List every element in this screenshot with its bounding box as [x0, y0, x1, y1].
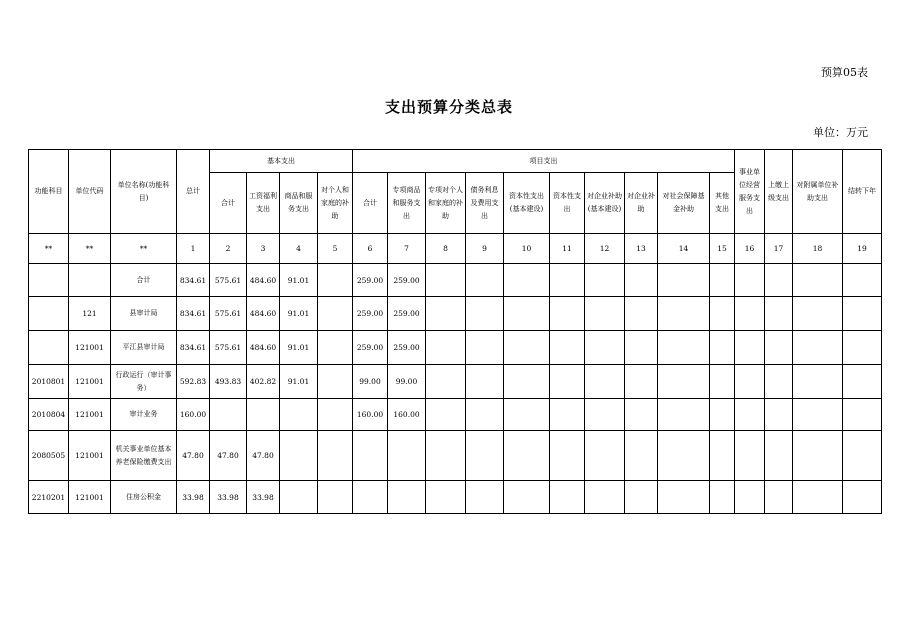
total-cell: 33.98	[177, 481, 210, 514]
project-sum-cell: 160.00	[353, 399, 388, 431]
empty-cell	[550, 399, 585, 431]
empty-cell	[658, 481, 710, 514]
func-code-cell	[29, 264, 69, 297]
basic-family-cell	[318, 331, 353, 365]
index-cell: 6	[353, 234, 388, 264]
header-project-family: 专项对个人和家庭的补助	[426, 173, 466, 234]
func-code-cell: 2010804	[29, 399, 69, 431]
basic-sum-cell: 575.61	[210, 297, 247, 331]
basic-sum-cell	[210, 399, 247, 431]
empty-cell	[625, 331, 658, 365]
empty-cell	[710, 264, 735, 297]
header-project-goods: 专项商品和服务支出	[388, 173, 426, 234]
empty-cell	[625, 399, 658, 431]
empty-cell	[550, 431, 585, 481]
empty-cell	[843, 297, 882, 331]
index-cell: 2	[210, 234, 247, 264]
empty-cell	[710, 365, 735, 399]
project-sum-cell: 259.00	[353, 264, 388, 297]
project-goods-cell: 259.00	[388, 264, 426, 297]
empty-cell	[843, 264, 882, 297]
empty-cell	[710, 431, 735, 481]
func-code-cell: 2210201	[29, 481, 69, 514]
unit-code-cell	[69, 264, 111, 297]
header-func-subject: 功能科目	[29, 150, 69, 234]
empty-cell	[585, 365, 625, 399]
unit-code-cell: 121001	[69, 331, 111, 365]
empty-cell	[466, 481, 504, 514]
basic-sum-cell: 33.98	[210, 481, 247, 514]
unit-code-cell: 121001	[69, 481, 111, 514]
table-row	[29, 481, 882, 514]
unit-name-cell: 行政运行（审计事务）	[111, 365, 177, 399]
index-cell: 5	[318, 234, 353, 264]
project-goods-cell	[388, 481, 426, 514]
unit-code-cell: 121001	[69, 431, 111, 481]
table-row	[29, 331, 882, 365]
index-cell: **	[29, 234, 69, 264]
project-sum-cell	[353, 481, 388, 514]
project-sum-cell: 259.00	[353, 331, 388, 365]
empty-cell	[426, 365, 466, 399]
index-cell: 9	[466, 234, 504, 264]
total-cell: 47.80	[177, 431, 210, 481]
header-project-other: 其他支出	[710, 173, 735, 234]
empty-cell	[735, 481, 765, 514]
empty-cell	[765, 331, 793, 365]
empty-cell	[504, 431, 550, 481]
empty-cell	[504, 399, 550, 431]
basic-family-cell	[318, 399, 353, 431]
empty-cell	[550, 264, 585, 297]
empty-cell	[585, 431, 625, 481]
index-cell: 17	[765, 234, 793, 264]
project-goods-cell: 99.00	[388, 365, 426, 399]
header-shiye: 事业单位经营服务支出	[735, 150, 765, 234]
basic-sum-cell: 575.61	[210, 264, 247, 297]
empty-cell	[550, 365, 585, 399]
project-goods-cell: 160.00	[388, 399, 426, 431]
empty-cell	[504, 264, 550, 297]
empty-cell	[625, 431, 658, 481]
basic-goods-cell	[280, 431, 318, 481]
index-row	[29, 234, 882, 264]
basic-family-cell	[318, 264, 353, 297]
basic-family-cell	[318, 431, 353, 481]
header-project-group: 项目支出	[353, 150, 735, 173]
empty-cell	[426, 264, 466, 297]
empty-cell	[843, 481, 882, 514]
empty-cell	[658, 331, 710, 365]
project-goods-cell: 259.00	[388, 331, 426, 365]
empty-cell	[793, 399, 843, 431]
basic-sum-cell: 493.83	[210, 365, 247, 399]
total-cell: 834.61	[177, 331, 210, 365]
total-cell: 834.61	[177, 264, 210, 297]
empty-cell	[765, 365, 793, 399]
unit-name-cell: 合计	[111, 264, 177, 297]
func-code-cell	[29, 297, 69, 331]
index-cell: 19	[843, 234, 882, 264]
table-row	[29, 365, 882, 399]
index-cell: 13	[625, 234, 658, 264]
empty-cell	[426, 431, 466, 481]
empty-cell	[843, 399, 882, 431]
empty-cell	[585, 264, 625, 297]
total-cell: 160.00	[177, 399, 210, 431]
unit-name-cell: 机关事业单位基本养老保险缴费支出	[111, 431, 177, 481]
header-basic-goods: 商品和服务支出	[280, 173, 318, 234]
basic-wage-cell: 484.60	[247, 297, 280, 331]
basic-family-cell	[318, 297, 353, 331]
empty-cell	[466, 331, 504, 365]
header-project-sum: 合计	[353, 173, 388, 234]
index-cell: 11	[550, 234, 585, 264]
empty-cell	[625, 481, 658, 514]
empty-cell	[710, 399, 735, 431]
basic-goods-cell: 91.01	[280, 331, 318, 365]
header-basic-sum: 合计	[210, 173, 247, 234]
unit-name-cell: 县审计局	[111, 297, 177, 331]
index-cell: **	[111, 234, 177, 264]
header-unit-name: 单位名称(功能科目)	[111, 150, 177, 234]
header-project-enterprise-build: 对企业补助(基本建设)	[585, 173, 625, 234]
empty-cell	[504, 331, 550, 365]
empty-cell	[765, 264, 793, 297]
empty-cell	[735, 331, 765, 365]
basic-goods-cell	[280, 399, 318, 431]
basic-wage-cell: 402.82	[247, 365, 280, 399]
table-row	[29, 297, 882, 331]
basic-goods-cell	[280, 481, 318, 514]
empty-cell	[735, 297, 765, 331]
empty-cell	[793, 331, 843, 365]
empty-cell	[710, 331, 735, 365]
empty-cell	[735, 365, 765, 399]
empty-cell	[658, 399, 710, 431]
empty-cell	[735, 399, 765, 431]
header-basic-group: 基本支出	[210, 150, 353, 173]
empty-cell	[793, 365, 843, 399]
index-cell: 4	[280, 234, 318, 264]
empty-cell	[625, 365, 658, 399]
basic-wage-cell: 47.80	[247, 431, 280, 481]
empty-cell	[426, 297, 466, 331]
basic-goods-cell: 91.01	[280, 365, 318, 399]
page-title: 支出预算分类总表	[384, 98, 513, 116]
empty-cell	[793, 481, 843, 514]
header-basic-wage: 工资福利支出	[247, 173, 280, 234]
empty-cell	[625, 264, 658, 297]
basic-sum-cell: 575.61	[210, 331, 247, 365]
empty-cell	[466, 297, 504, 331]
index-cell: 14	[658, 234, 710, 264]
index-cell: 12	[585, 234, 625, 264]
empty-cell	[585, 399, 625, 431]
empty-cell	[765, 399, 793, 431]
empty-cell	[843, 365, 882, 399]
unit-code-cell: 121001	[69, 365, 111, 399]
table-row	[29, 399, 882, 431]
total-cell: 592.83	[177, 365, 210, 399]
basic-family-cell	[318, 365, 353, 399]
empty-cell	[765, 431, 793, 481]
form-number: 预算05表	[821, 66, 868, 79]
project-sum-cell: 99.00	[353, 365, 388, 399]
project-sum-cell	[353, 431, 388, 481]
table-body	[29, 150, 882, 514]
header-basic-family: 对个人和家庭的补助	[318, 173, 353, 234]
index-cell: **	[69, 234, 111, 264]
index-cell: 8	[426, 234, 466, 264]
empty-cell	[426, 331, 466, 365]
empty-cell	[585, 331, 625, 365]
basic-goods-cell: 91.01	[280, 297, 318, 331]
empty-cell	[765, 297, 793, 331]
header-project-enterprise: 对企业补助	[625, 173, 658, 234]
header-project-capital: 资本性支出	[550, 173, 585, 234]
empty-cell	[504, 481, 550, 514]
empty-cell	[710, 481, 735, 514]
empty-cell	[466, 264, 504, 297]
total-cell: 834.61	[177, 297, 210, 331]
empty-cell	[504, 297, 550, 331]
unit-name-cell: 住房公积金	[111, 481, 177, 514]
index-cell: 15	[710, 234, 735, 264]
empty-cell	[735, 264, 765, 297]
basic-goods-cell: 91.01	[280, 264, 318, 297]
index-cell: 18	[793, 234, 843, 264]
header-fushu: 对附属单位补助支出	[793, 150, 843, 234]
empty-cell	[550, 297, 585, 331]
empty-cell	[658, 365, 710, 399]
empty-cell	[843, 331, 882, 365]
empty-cell	[658, 264, 710, 297]
header-project-debt: 债务利息及费用支出	[466, 173, 504, 234]
index-cell: 1	[177, 234, 210, 264]
header-unit-code: 单位代码	[69, 150, 111, 234]
empty-cell	[466, 431, 504, 481]
empty-cell	[793, 297, 843, 331]
unit-name-cell: 平江县审计局	[111, 331, 177, 365]
header-total: 总计	[177, 150, 210, 234]
unit-code-cell: 121001	[69, 399, 111, 431]
empty-cell	[585, 297, 625, 331]
empty-cell	[426, 399, 466, 431]
index-cell: 16	[735, 234, 765, 264]
index-cell: 7	[388, 234, 426, 264]
index-cell: 3	[247, 234, 280, 264]
table-row	[29, 264, 882, 297]
empty-cell	[625, 297, 658, 331]
empty-cell	[735, 431, 765, 481]
project-sum-cell: 259.00	[353, 297, 388, 331]
basic-wage-cell: 484.60	[247, 264, 280, 297]
empty-cell	[793, 431, 843, 481]
empty-cell	[585, 481, 625, 514]
header-project-social: 对社会保障基金补助	[658, 173, 710, 234]
basic-sum-cell: 47.80	[210, 431, 247, 481]
empty-cell	[765, 481, 793, 514]
project-goods-cell	[388, 431, 426, 481]
header-shangjiao: 上缴上级支出	[765, 150, 793, 234]
basic-family-cell	[318, 481, 353, 514]
empty-cell	[793, 264, 843, 297]
empty-cell	[550, 331, 585, 365]
basic-wage-cell	[247, 399, 280, 431]
empty-cell	[710, 297, 735, 331]
empty-cell	[466, 399, 504, 431]
header-project-capital-build: 资本性支出(基本建设)	[504, 173, 550, 234]
empty-cell	[658, 297, 710, 331]
basic-wage-cell: 484.60	[247, 331, 280, 365]
func-code-cell	[29, 331, 69, 365]
budget-table	[28, 149, 882, 514]
unit-name-cell: 审计业务	[111, 399, 177, 431]
unit-code-cell: 121	[69, 297, 111, 331]
project-goods-cell: 259.00	[388, 297, 426, 331]
empty-cell	[466, 365, 504, 399]
empty-cell	[843, 431, 882, 481]
empty-cell	[426, 481, 466, 514]
func-code-cell: 2010801	[29, 365, 69, 399]
empty-cell	[658, 431, 710, 481]
header-jiezhuan: 结转下年	[843, 150, 882, 234]
unit-label: 单位：万元	[813, 126, 868, 139]
basic-wage-cell: 33.98	[247, 481, 280, 514]
index-cell: 10	[504, 234, 550, 264]
table-row	[29, 431, 882, 481]
empty-cell	[550, 481, 585, 514]
func-code-cell: 2080505	[29, 431, 69, 481]
empty-cell	[504, 365, 550, 399]
